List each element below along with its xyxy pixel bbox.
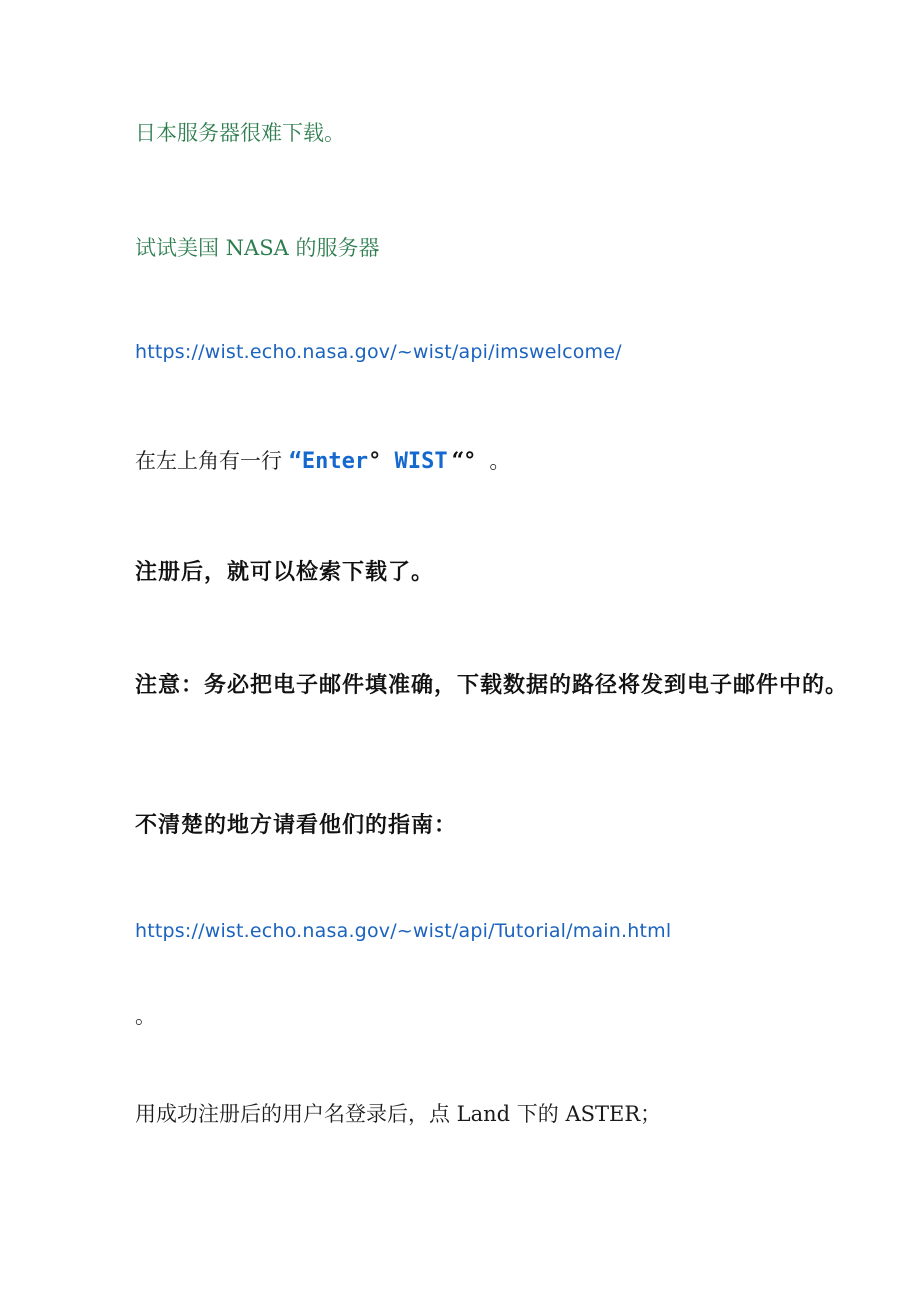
tutorial-link-line <box>135 918 671 944</box>
enter-wist-period: 。 <box>489 449 511 473</box>
guide-note: 不清楚的地方请看他们的指南： <box>135 812 458 837</box>
tutorial-hyperlink[interactable]: https://wist.echo.nasa.gov/~wist/api/Tutorial/main.html <box>135 920 672 942</box>
enter-wist-degree: ° <box>368 449 382 474</box>
try-nasa-note: 试试美国 NASA 的服务器 <box>135 236 380 260</box>
enter-wist-code-part1: “Enter <box>288 449 369 474</box>
enter-wist-code-part2: WIST <box>381 449 448 474</box>
imswelcome-hyperlink[interactable]: https://wist.echo.nasa.gov/~wist/api/imswelcome/ <box>135 341 622 363</box>
lone-period: 。 <box>135 1004 156 1028</box>
japan-server-note: 日本服务器很难下载。 <box>135 121 345 145</box>
enter-wist-bold-quote: “° <box>451 448 476 474</box>
email-warning-note: 注意：务必把电子邮件填准确，下载数据的路径将发到电子邮件中的。 <box>135 672 849 697</box>
enter-wist-prefix: 在左上角有一行 <box>135 449 289 473</box>
enter-wist-line <box>135 445 510 475</box>
imswelcome-link-line <box>135 339 622 365</box>
login-instruction: 用成功注册后的用户名登录后，点 Land 下的 ASTER； <box>135 1102 662 1126</box>
register-note: 注册后，就可以检索下载了。 <box>135 559 435 584</box>
